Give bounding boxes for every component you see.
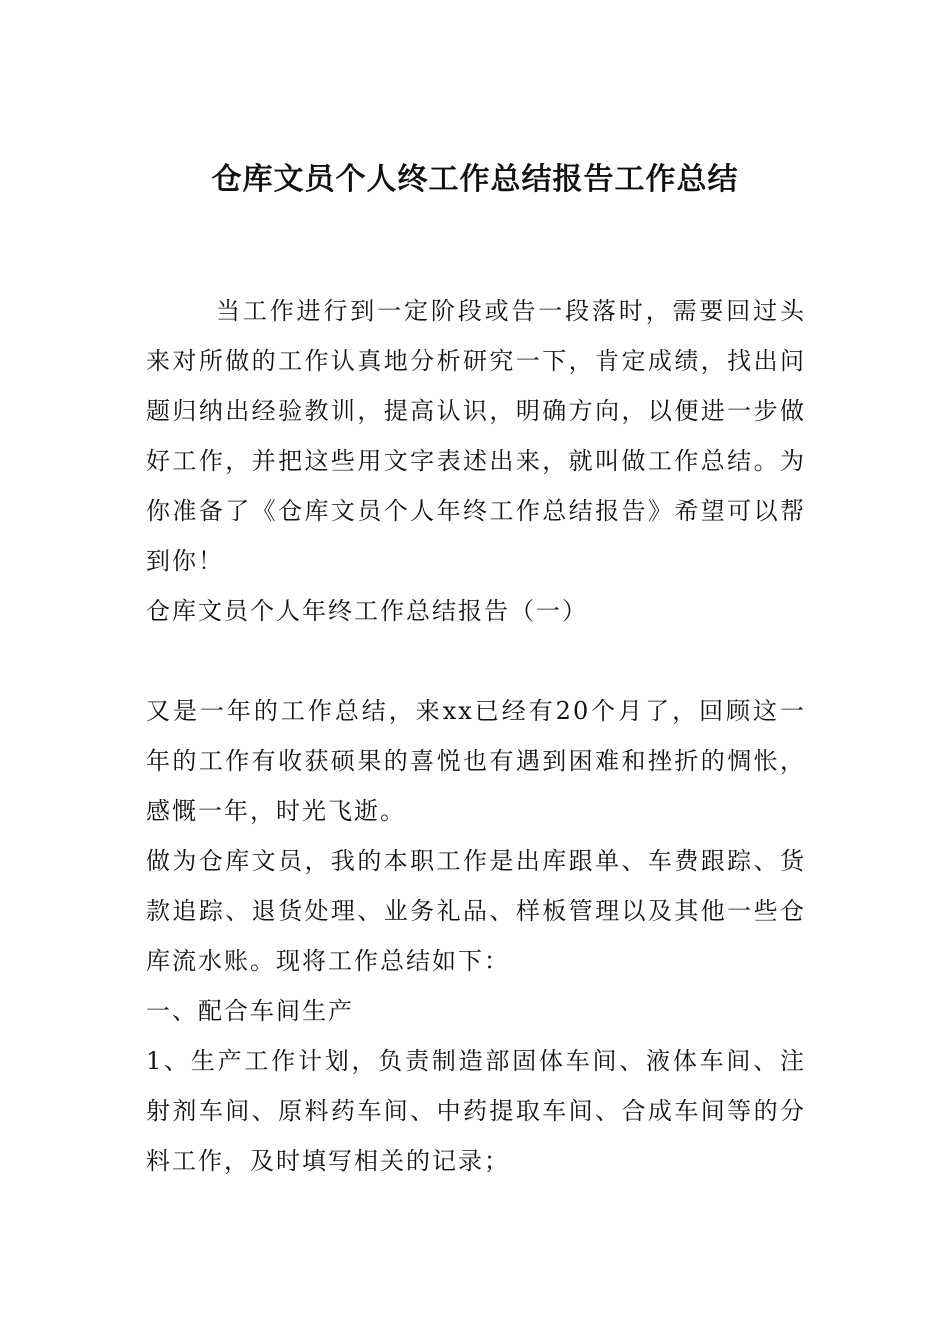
- paragraph-4: 1、生产工作计划，负责制造部固体车间、液体车间、注射剂车间、原料药车间、中药提取车间、合成车间等的分料工作，及时填写相关的记录；: [146, 1047, 806, 1175]
- paragraph-3: 一、配合车间生产: [146, 997, 354, 1025]
- paragraph-1: 又是一年的工作总结，来xx已经有20个月了，回顾这一年的工作有收获硕果的喜悦也有遇到困难和挫折的惆怅，感慨一年，时光飞逝。: [146, 697, 806, 825]
- document-body: [146, 286, 806, 1186]
- document-title: 仓库文员个人终工作总结报告工作总结: [211, 162, 739, 197]
- intro-paragraph: 当工作进行到一定阶段或告一段落时，需要回过头来对所做的工作认真地分析研究一下，肯定成绩，找出问题归纳出经验教训，提高认识，明确方向，以便进一步做好工作，并把这些用文字表述出来，就叫做工作总结。为你准备了《仓库文员个人年终工作总结报告》希望可以帮到你！: [146, 297, 806, 575]
- paragraph-2: 做为仓库文员，我的本职工作是出库跟单、车费跟踪、货款追踪、退货处理、业务礼品、样板管理以及其他一些仓库流水账。现将工作总结如下：: [146, 847, 806, 975]
- blank-line: [146, 636, 806, 686]
- section-heading: 仓库文员个人年终工作总结报告（一）: [146, 597, 588, 625]
